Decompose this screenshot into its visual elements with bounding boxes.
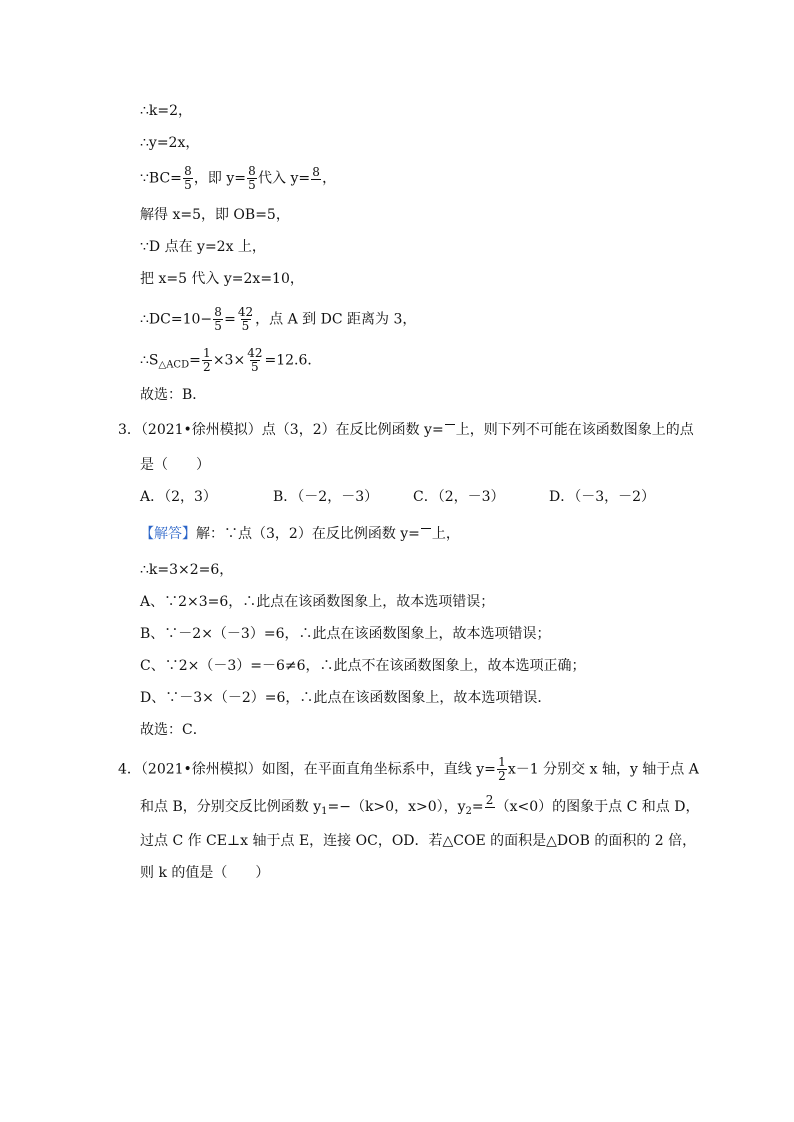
denominator: 2	[498, 769, 506, 783]
fraction	[246, 347, 263, 374]
option-b: B．（－2，－3）	[273, 489, 379, 505]
text: 3．（2021•徐州模拟）点（3，2）在反比例函数 y=	[118, 422, 444, 438]
solution-line: 故选：B．	[140, 387, 207, 403]
solution-line: ∴y=2x，	[140, 135, 200, 151]
option-d: D．（－3，－2）	[549, 489, 656, 505]
text: x－1 分别交 x 轴，y 轴于点 A	[507, 761, 699, 778]
text: 解：∵点（3，2）在反比例函数 y=	[196, 526, 420, 542]
text: 上，	[431, 526, 460, 542]
numerator: 8	[184, 164, 192, 178]
numerator: 8	[214, 305, 222, 319]
denominator: 5	[241, 319, 250, 333]
numerator: 42	[237, 305, 254, 319]
answer-line: B、∵－2×（－3）=6，∴此点在该函数图象上，故本选项错误；	[140, 626, 551, 642]
text: ，即 y=	[193, 170, 246, 187]
fraction	[183, 165, 193, 192]
numerator: 2	[485, 793, 494, 807]
denominator	[311, 179, 321, 192]
question-4-line	[118, 756, 699, 783]
numerator: 1	[498, 755, 506, 769]
numerator: 8	[312, 164, 320, 179]
text: 上，则下列不可能在该函数图象上的点	[455, 422, 694, 438]
question-3-line	[118, 420, 694, 440]
text: ，点 A 到 DC 距离为 3，	[255, 311, 417, 328]
solution-line: ∴k=2，	[140, 103, 193, 119]
fraction	[311, 166, 321, 192]
question-4-line	[140, 794, 699, 820]
option-c: C．（2，－3）	[413, 489, 505, 505]
solution-line	[140, 165, 336, 192]
text: =−（k>0，x>0），y	[327, 799, 466, 815]
fraction	[485, 794, 495, 820]
denominator: 2	[203, 360, 211, 374]
text: （x<0）的图象于点 C 和点 D，	[495, 799, 700, 815]
question-4-line: 过点 C 作 CE⊥x 轴于点 E，连接 OC，OD．若△COE 的面积是△DOB 的面积的 2 倍，	[140, 833, 697, 849]
fraction	[237, 306, 254, 333]
text: =	[189, 352, 201, 369]
text: =12.6．	[264, 352, 322, 369]
text: 4．（2021•徐州模拟）如图，在平面直角坐标系中，直线 y=	[118, 761, 496, 778]
subscript: 2	[465, 806, 472, 817]
subscript: △ACD	[158, 359, 190, 371]
fraction	[247, 165, 257, 192]
numerator: 8	[248, 164, 256, 178]
text: ∴DC=10−	[140, 311, 213, 328]
solution-line	[140, 306, 416, 333]
text: ，	[322, 170, 337, 187]
text: ∴S	[140, 352, 159, 369]
numerator: 42	[247, 346, 263, 360]
denominator: 5	[251, 360, 259, 374]
text: 和点 B，分别交反比例函数 y	[140, 799, 322, 815]
denominator: 5	[184, 178, 192, 192]
fraction	[421, 528, 431, 541]
answer-line: D、∵－3×（－2）=6，∴此点在该函数图象上，故本选项错误．	[140, 690, 552, 706]
text: 代入 y=	[258, 170, 311, 187]
denominator: 5	[214, 319, 222, 333]
answer-line	[140, 524, 460, 544]
denominator: 5	[248, 178, 256, 192]
text: =	[471, 799, 484, 815]
denominator	[445, 424, 455, 437]
text: ∵BC=	[140, 170, 182, 187]
text: ×3×	[212, 352, 246, 369]
question-3-line: 是（ ）	[140, 457, 210, 473]
solution-line: 解得 x=5，即 OB=5，	[140, 207, 290, 223]
numerator: 1	[203, 346, 211, 360]
text: =	[224, 311, 236, 328]
question-4-line: 则 k 的值是（ ）	[140, 865, 270, 881]
answer-line: 故选：C．	[140, 722, 207, 738]
solution-line: ∵D 点在 y=2x 上，	[140, 239, 266, 255]
answer-line: ∴k=3×2=6，	[140, 562, 234, 578]
denominator	[485, 807, 495, 820]
subscript: 1	[321, 806, 328, 817]
denominator	[421, 528, 431, 541]
fraction	[445, 424, 455, 437]
answer-tag: 【解答】	[140, 526, 196, 542]
fraction	[213, 306, 223, 333]
answer-line: C、∵2×（－3）=－6≠6，∴此点不在该函数图象上，故本选项正确；	[140, 658, 586, 674]
option-a: A．（2，3）	[140, 489, 217, 505]
fraction	[202, 347, 212, 374]
answer-line: A、∵2×3=6，∴此点在该函数图象上，故本选项错误；	[140, 594, 495, 610]
solution-line	[140, 347, 321, 374]
solution-line: 把 x=5 代入 y=2x=10，	[140, 271, 304, 287]
fraction	[497, 756, 507, 783]
